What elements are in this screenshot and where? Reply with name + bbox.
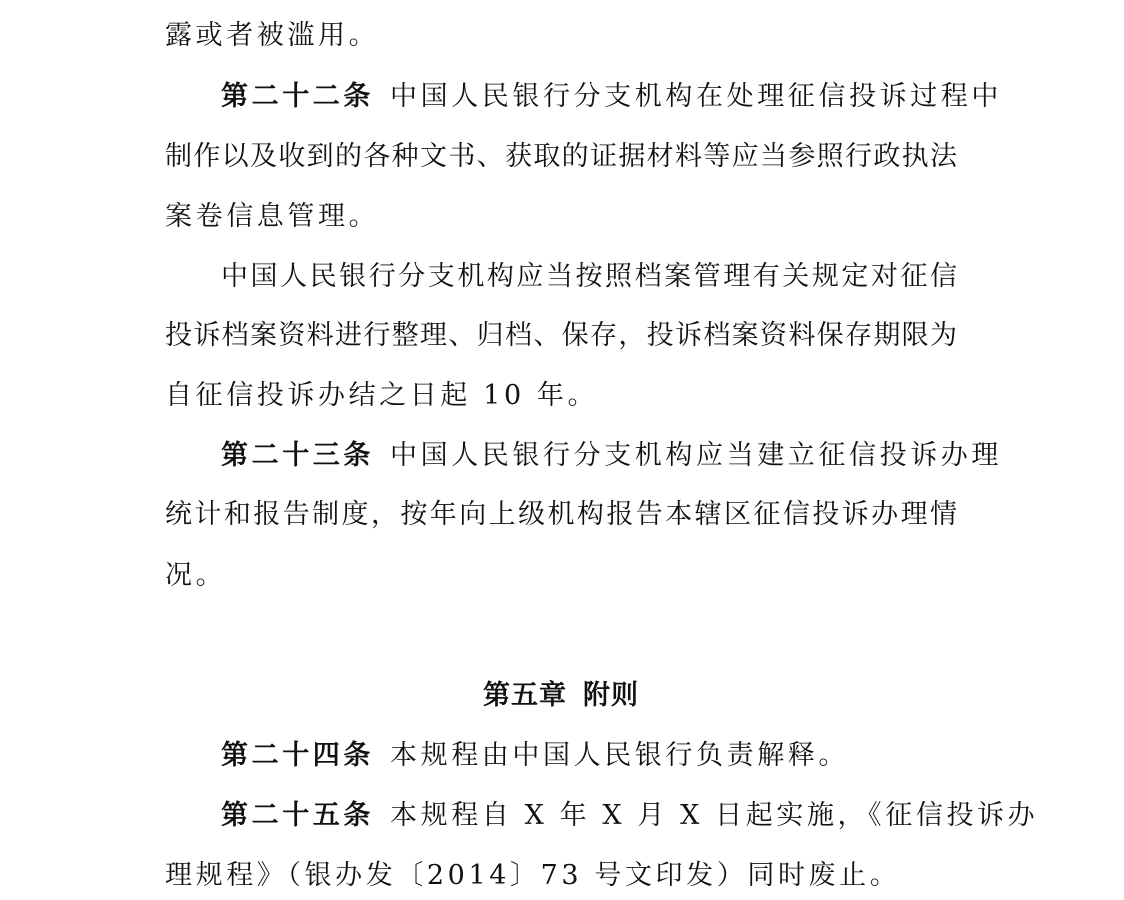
article-24-line	[221, 736, 957, 776]
chapter-number: 第五章	[483, 680, 567, 711]
line-text: 理规程》（银办发〔2014〕73 号文印发）同时废止。	[165, 860, 901, 891]
article-number: 第二十五条	[221, 800, 374, 831]
article-25-line-1	[221, 796, 1039, 836]
article-number: 第二十四条	[221, 740, 374, 771]
line-text: 本规程自 X 年 X 月 X 日起实施，《征信投诉办	[390, 800, 1039, 831]
article-22-line-3	[165, 197, 957, 237]
line-text: 投诉档案资料进行整理、归档、保存，投诉档案资料保存期限为	[165, 320, 957, 351]
article-23-line-2	[165, 495, 957, 535]
line-text: 露或者被滥用。	[165, 20, 380, 51]
line-text: 中国人民银行分支机构应当按照档案管理有关规定对征信	[221, 261, 957, 292]
archive-paragraph-line-2	[165, 316, 957, 356]
archive-paragraph-line-3	[165, 376, 957, 416]
chapter-heading	[165, 676, 957, 716]
article-22-line-1	[221, 77, 1002, 117]
line-text: 本规程由中国人民银行负责解释。	[390, 740, 849, 771]
line-text: 况。	[165, 560, 227, 591]
article-22-line-2	[165, 137, 957, 177]
archive-paragraph-line-1	[221, 257, 957, 297]
line-text: 统计和报告制度，按年向上级机构报告本辖区征信投诉办理情	[165, 499, 957, 530]
article-23-line-1	[221, 436, 1002, 476]
article-number: 第二十三条	[221, 440, 374, 471]
text-line-1	[165, 16, 957, 56]
line-text: 案卷信息管理。	[165, 201, 380, 232]
line-text: 中国人民银行分支机构应当建立征信投诉办理	[390, 440, 1002, 471]
line-text: 自征信投诉办结之日起 10 年。	[165, 380, 599, 411]
article-23-line-3	[165, 556, 957, 596]
line-text: 中国人民银行分支机构在处理征信投诉过程中	[390, 81, 1002, 112]
article-25-line-2	[165, 856, 957, 896]
chapter-title: 附则	[583, 680, 639, 711]
line-text: 制作以及收到的各种文书、获取的证据材料等应当参照行政执法	[165, 141, 957, 172]
article-number: 第二十二条	[221, 81, 374, 112]
